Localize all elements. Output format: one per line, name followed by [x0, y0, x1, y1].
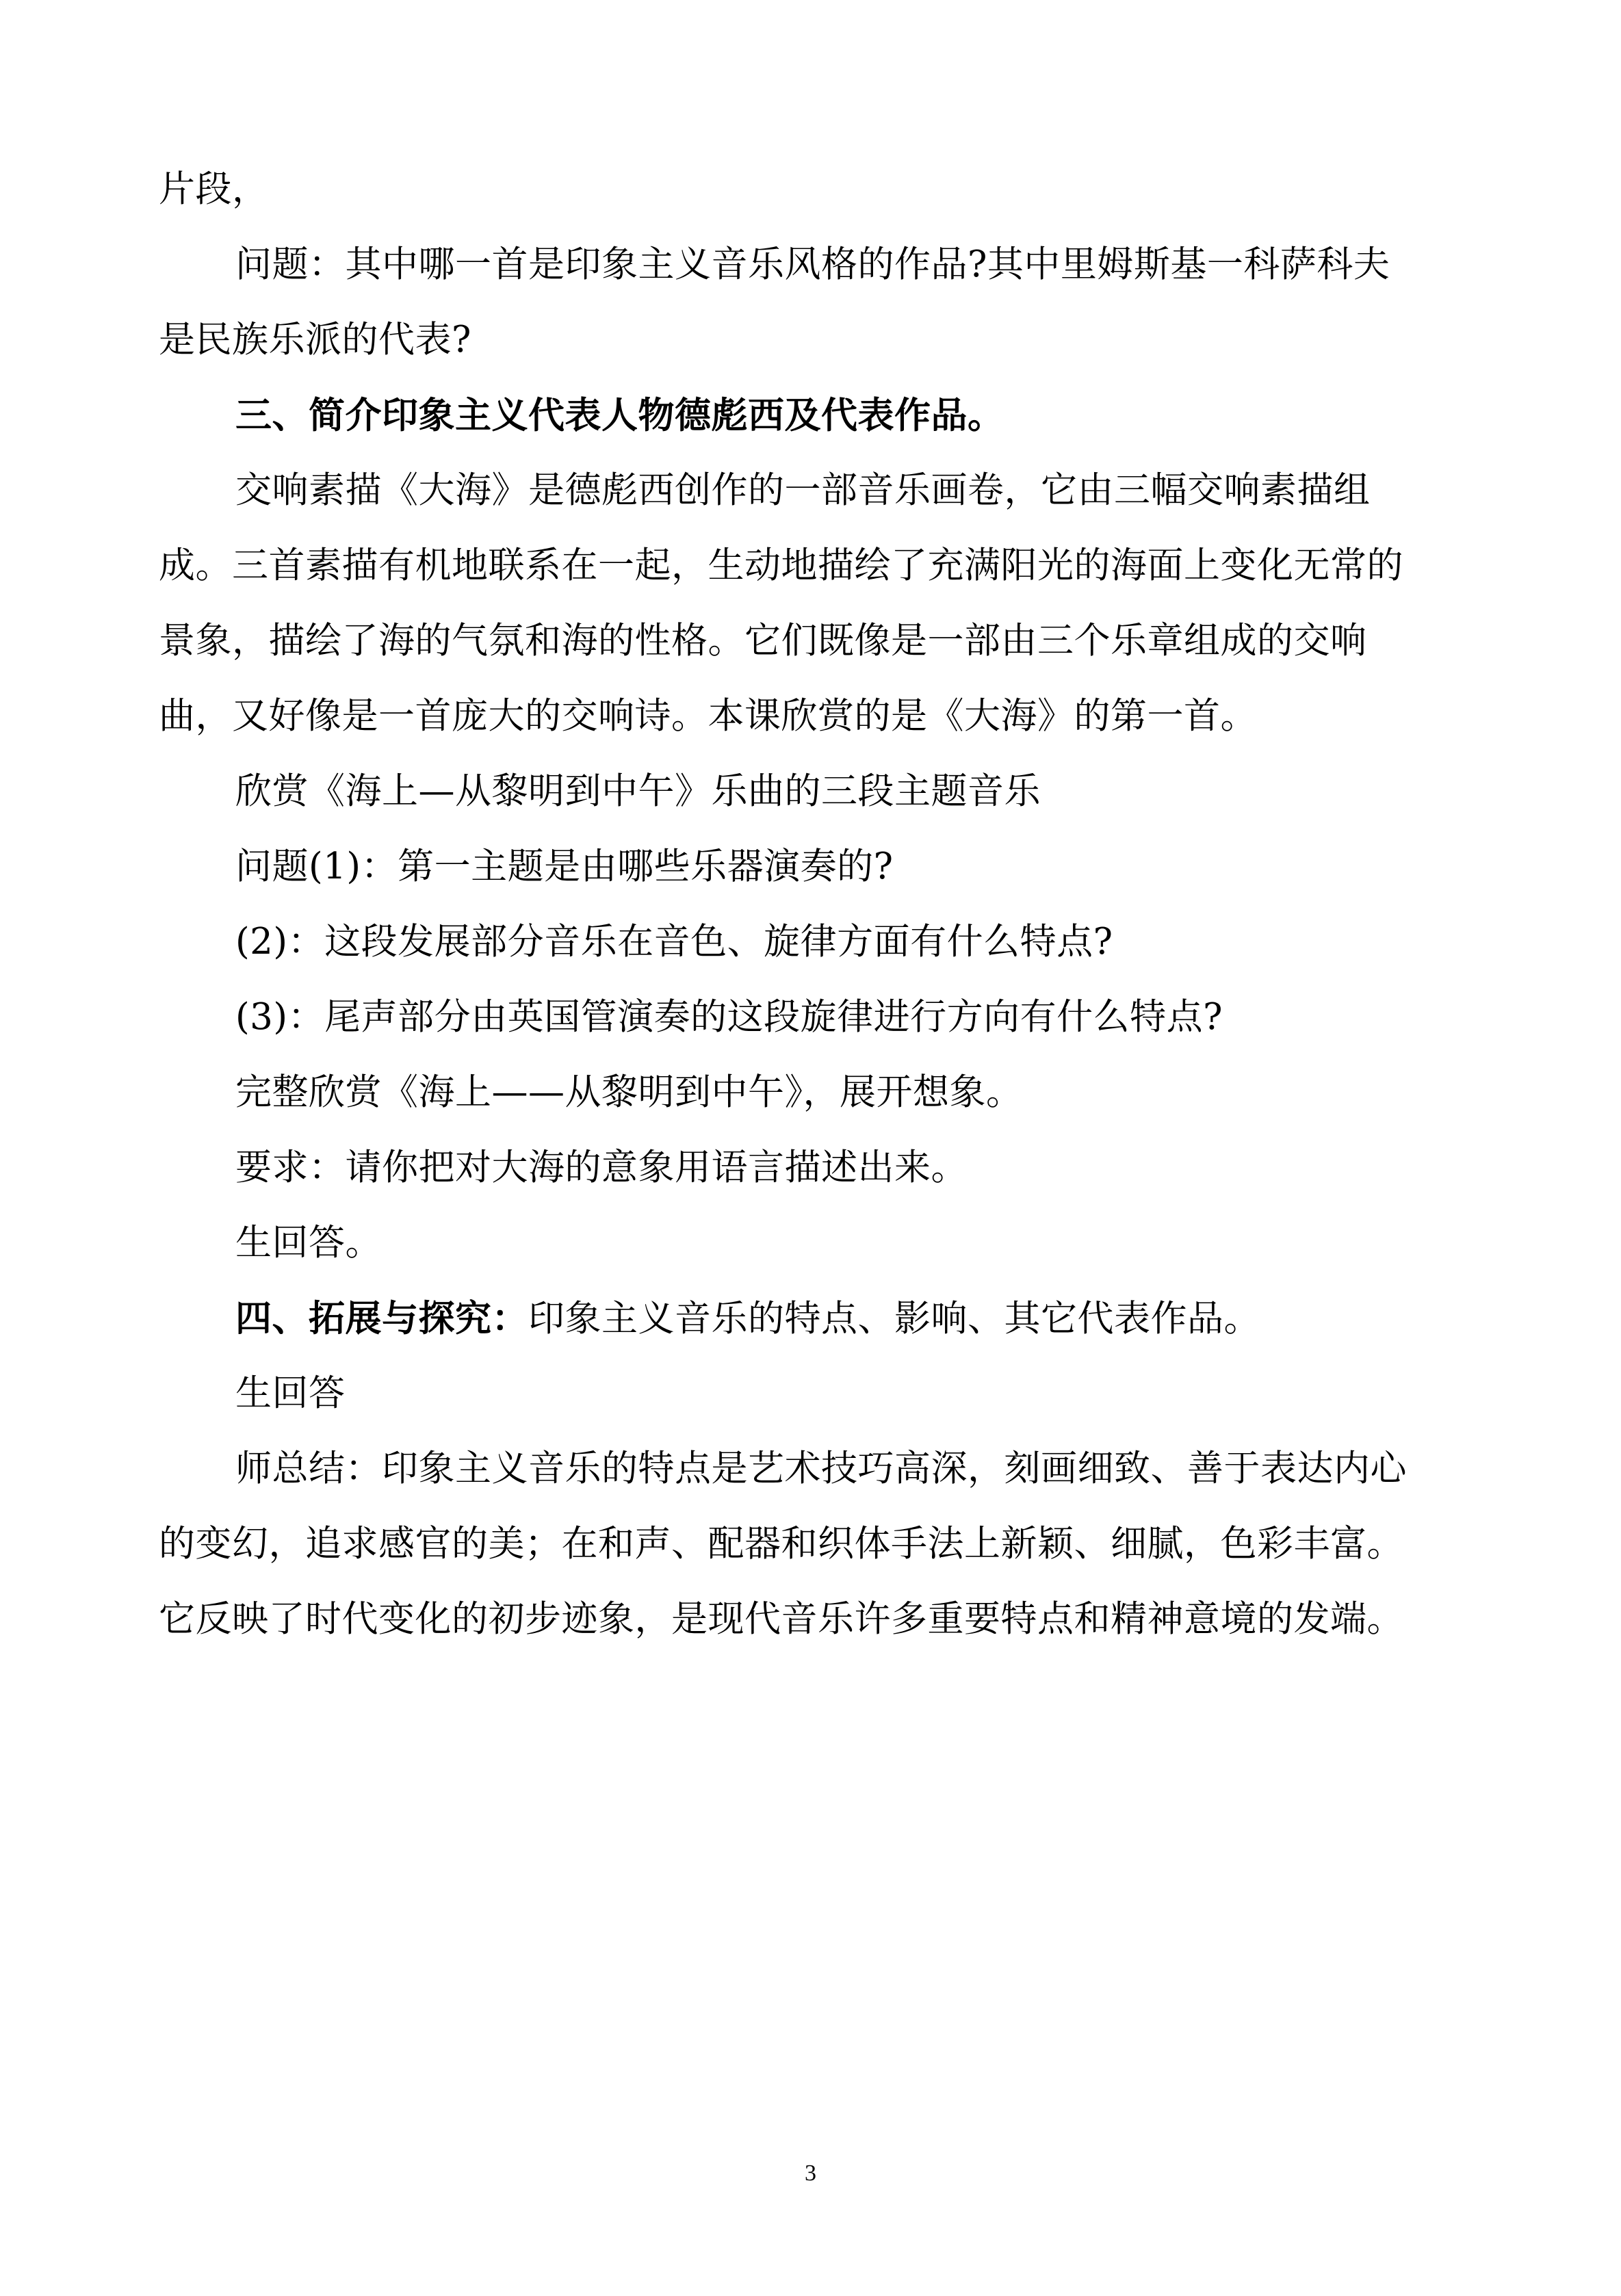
body-text — [159, 152, 1463, 1657]
section-heading-text: 印象主义音乐的特点、影响、其它代表作品。 — [528, 1298, 1260, 1340]
text-line: 师总结：印象主义音乐的特点是艺术技巧高深，刻画细致、善于表达内心 — [235, 1448, 1407, 1489]
text-line: 生回答 — [235, 1372, 346, 1414]
section-heading-line — [159, 1281, 1463, 1356]
text-line: 要求：请你把对大海的意象用语言描述出来。 — [235, 1147, 968, 1188]
text-line: 的变幻，追求感官的美；在和声、配器和织体手法上新颖、细腻，色彩丰富。 — [159, 1523, 1403, 1565]
text-line: 欣赏《海上—从黎明到中午》乐曲的三段主题音乐 — [235, 770, 1041, 812]
text-line: (3)：尾声部分由英国管演奏的这段旋律进行方向有什么特点? — [235, 996, 1223, 1038]
section-heading: 四、拓展与探究： — [235, 1297, 528, 1340]
text-line: 交响素描《大海》是德彪西创作的一部音乐画卷，它由三幅交响素描组 — [235, 469, 1371, 511]
text-line: (2)：这段发展部分音乐在音色、旋律方面有什么特点? — [235, 921, 1113, 963]
text-line: 是民族乐派的代表? — [159, 319, 471, 361]
page-number: 3 — [805, 2161, 816, 2186]
text-line: 完整欣赏《海上——从黎明到中午》，展开想象。 — [235, 1071, 1023, 1113]
text-line: 景象，描绘了海的气氛和海的性格。它们既像是一部由三个乐章组成的交响 — [159, 620, 1367, 662]
text-line: 成。三首素描有机地联系在一起，生动地描绘了充满阳光的海面上变化无常的 — [159, 545, 1403, 586]
text-line: 它反映了时代变化的初步迹象，是现代音乐许多重要特点和精神意境的发端。 — [159, 1598, 1403, 1640]
text-line: 曲，又好像是一首庞大的交响诗。本课欣赏的是《大海》的第一首。 — [159, 695, 1257, 737]
section-heading: 三、简介印象主义代表人物德彪西及代表作品。 — [235, 394, 1004, 436]
text-line: 问题(1)：第一主题是由哪些乐器演奏的? — [235, 846, 894, 887]
text-line: 生回答。 — [235, 1222, 382, 1264]
text-line: 片段， — [159, 168, 269, 210]
text-line: 问题：其中哪一首是印象主义音乐风格的作品?其中里姆斯基一科萨科夫 — [235, 244, 1390, 285]
